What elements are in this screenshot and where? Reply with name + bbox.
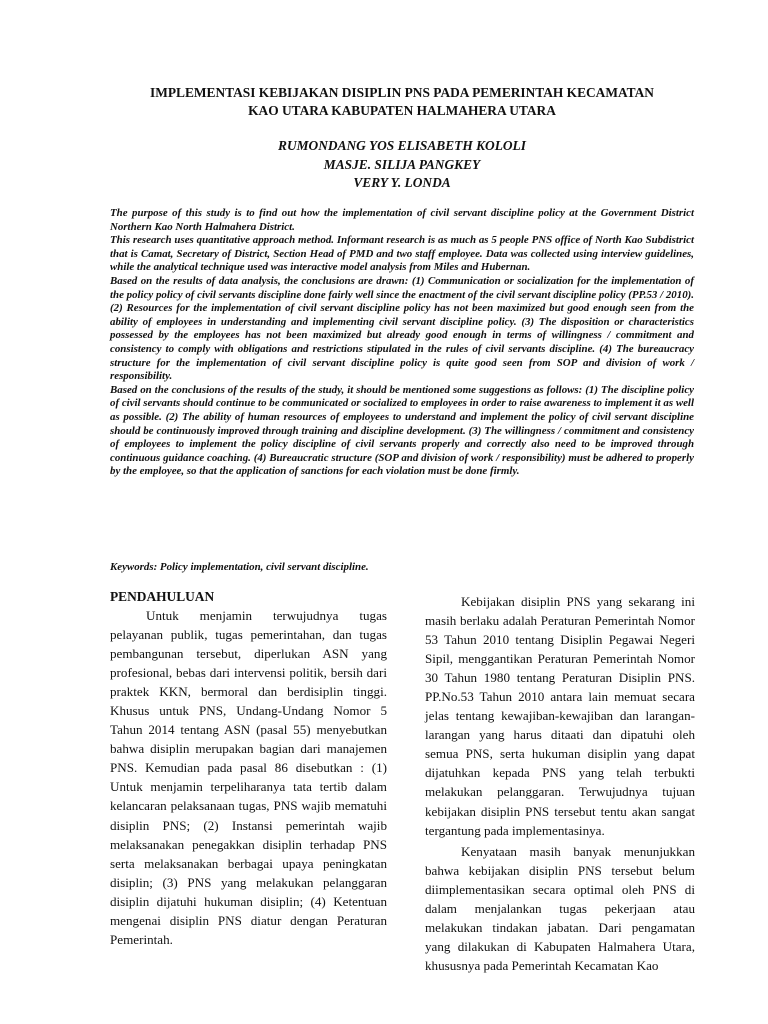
abstract-paragraph: This research uses quantitative approach method. Informant research is as much as 5 people PNS office of North Kao Subdistrict that is Camat, Secretary of District, Section Head of PMD and two staff employee. Data was collected using interview guidelines, while the analytical technique used was interactive model analysis from Miles and Hubernan.	[110, 234, 694, 274]
abstract-paragraph: Based on the results of data analysis, the conclusions are drawn: (1) Communication or socialization for the implementation of the policy policy of civil servants discipline done fairly well since the enactment of the civil servant discipline policy (PP.53 / 2010). (2) Resources for the implementation of civil servant discipline policy has not been maximized but good enough seen from the ability of employees in understanding and implementing civil servant discipline policy. (3) The disposition or characteristics possessed by the employees has not been maximized but already good enough in terms of willingness / commitment and consistency to comply with obligations and restrictions stipulated in the rules of civil servants discipline. (4) The bureaucracy structure for the implementation of civil servant discipline policy is quite good seen from SOP and division of work / responsibility.	[110, 274, 694, 383]
author-list	[110, 137, 694, 193]
body-paragraph: Untuk menjamin terwujudnya tugas pelayanan publik, tugas pemerintahan, dan tugas pembangunan tersebut, diperlukan ASN yang profesional, bebas dari intervensi politik, bersih dari praktek KKN, bermoral dan berdisiplin tinggi. Khusus untuk PNS, Undang-Undang Nomor 5 Tahun 2014 tentang ASN (pasal 55) menyebutkan bahwa disiplin merupakan bagian dari manajemen PNS. Kemudian pada pasal 86 disebutkan : (1) Untuk menjamin terpeliharanya tata tertib dalam kelancaran pelaksanaan tugas, PNS wajib mematuhi disiplin PNS; (2) Instansi pemerintah wajib melaksanakan penegakkan disiplin terhadap PNS serta melaksanakan berbagai upaya peningkatan disiplin; (3) PNS yang melakukan pelanggaran disiplin dijatuhi hukuman disiplin; (4) Ketentuan mengenai disiplin PNS diatur dengan Peraturan Pemerintah.	[110, 608, 387, 947]
author-name: VERY Y. LONDA	[353, 175, 451, 190]
abstract	[110, 207, 694, 479]
title-line-1: IMPLEMENTASI KEBIJAKAN DISIPLIN PNS PADA PEMERINTAH KECAMATAN	[150, 85, 654, 100]
right-column	[425, 592, 695, 975]
paper-title	[110, 84, 694, 120]
section-heading: PENDAHULUAN	[110, 589, 215, 604]
author-name: RUMONDANG YOS ELISABETH KOLOLI	[278, 138, 526, 153]
abstract-paragraph: Based on the conclusions of the results of the study, it should be mentioned some suggestions as follows: (1) The discipline policy of civil servants should continue to be communicated or socialized to employees in order to raise awareness to implement it as well as possible. (2) The ability of human resources of employees to understand and implement the policy of civil servant discipline should be continuously improved through training and discipline development. (3) The willingness / commitment and consistency of employees to implement the policy discipline of civil servants properly and correctly also need to be improved through continuous guidance coaching. (4) Bureaucratic structure (SOP and division of work / responsibility) must be adhered to properly by the employee, so that the application of sanctions for each violation must be done firmly.	[110, 383, 694, 478]
abstract-paragraph: The purpose of this study is to find out how the implementation of civil servant discipline policy at the Government District Northern Kao North Halmahera District.	[110, 207, 694, 233]
body-paragraph: Kebijakan disiplin PNS yang sekarang ini masih berlaku adalah Peraturan Pemerintah Nomor 53 Tahun 2010 tentang Disiplin Pegawai Negeri Sipil, menggantikan Peraturan Pemerintah Nomor 30 Tahun 1980 tentang Peraturan Disiplin PNS. PP.No.53 Tahun 2010 antara lain memuat secara jelas tentang kewajiban-kewajiban dan larangan-larangan yang harus ditaati dan dipatuhi oleh semua PNS, serta hukuman disiplin yang dapat dijatuhkan kepada PNS yang telah terbukti melakukan pelanggaran. Terwujudnya tujuan kebijakan disiplin PNS tersebut tentu akan sangat tergantung pada implementasinya.	[425, 594, 695, 838]
left-column	[110, 587, 387, 949]
keywords: Keywords: Policy implementation, civil servant discipline.	[110, 561, 369, 573]
body-paragraph: Kenyataan masih banyak menunjukkan bahwa kebijakan disiplin PNS tersebut belum diimplementasikan secara optimal oleh PNS di dalam menjalankan tugas pekerjaan atau melakukan tindakan jabatan. Dari pengamatan yang dilakukan di Kabupaten Halmahera Utara, khususnya pada Pemerintah Kecamatan Kao	[425, 843, 695, 973]
title-line-2: KAO UTARA KABUPATEN HALMAHERA UTARA	[248, 103, 556, 118]
author-name: MASJE. SILIJA PANGKEY	[323, 156, 481, 172]
